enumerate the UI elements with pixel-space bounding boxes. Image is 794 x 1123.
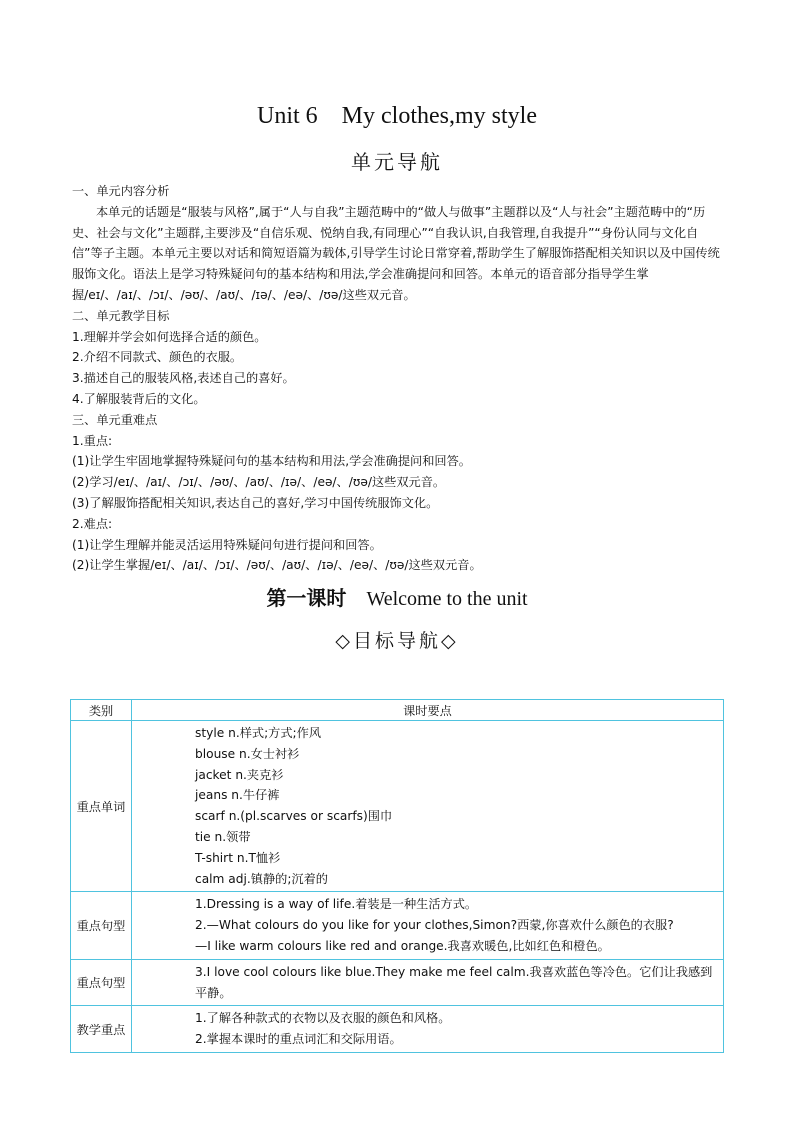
lesson-title-cn: 第一课时 bbox=[266, 586, 347, 610]
table-row bbox=[71, 1006, 724, 1053]
key-point-item: (3)了解服饰搭配相关知识,表达自己的喜好,学习中国传统服饰文化。 bbox=[72, 495, 439, 510]
goal-item: 1.理解并学会如何选择合适的颜色。 bbox=[72, 329, 267, 344]
teaching-focus-line: 2.掌握本课时的重点词汇和交际用语。 bbox=[195, 1032, 402, 1047]
unit-title: Unit 6 My clothes,my style bbox=[257, 103, 537, 129]
vocab-line: jacket n.夹克衫 bbox=[195, 767, 284, 782]
content-analysis-paragraph: 本单元的话题是“服装与风格”,属于“人与自我”主题范畴中的“做人与做事”主题群以及“人与社会”主题范畴中的“历史、社会与文化”主题群,主要涉及“自信乐观、悦纳自我,有同理心”“自我认识,自我管理,自我提升”“身份认同与文化自信”等子主题。本单元主要以对话和简短语篇为载体,引导学生讨论日常穿着,帮助学生了解服饰搭配相关知识以及中国传统服饰文化。语法上是学习特殊疑问句的基本结构和用法,学会准确提问和回答。本单元的语音部分指导学生掌握/eɪ/、/aɪ/、/ɔɪ/、/əʊ/、/aʊ/、/ɪə/、/eə/、/ʊə/这些双元音。 bbox=[72, 204, 720, 302]
table-cell-category: 重点句型 bbox=[71, 959, 132, 1006]
key-point-item: 2.难点: bbox=[72, 516, 113, 531]
lesson-title-en: Welcome to the unit bbox=[366, 588, 528, 610]
sentence-line: —I like warm colours like red and orange.我喜欢暖色,比如红色和橙色。 bbox=[195, 938, 610, 953]
table-cell-points bbox=[132, 959, 724, 1006]
lesson-title bbox=[0, 582, 794, 611]
table-row bbox=[71, 892, 724, 959]
goal-nav-heading: ◇目标导航◇ bbox=[335, 630, 459, 652]
table-cell-category: 重点句型 bbox=[71, 892, 132, 959]
goal-item: 3.描述自己的服装风格,表述自己的喜好。 bbox=[72, 371, 295, 386]
section-heading: 三、单元重难点 bbox=[72, 412, 158, 427]
table-cell-points bbox=[132, 1006, 724, 1053]
vocab-line: jeans n.牛仔裤 bbox=[195, 788, 280, 803]
table-row bbox=[71, 959, 724, 1006]
teaching-focus-line: 1.了解各种款式的衣物以及衣服的颜色和风格。 bbox=[195, 1011, 451, 1026]
table-header-row bbox=[71, 700, 724, 721]
table-header-points: 课时要点 bbox=[132, 700, 724, 721]
goal-item: 2.介绍不同款式、颜色的衣服。 bbox=[72, 350, 243, 365]
sentence-line: 3.I love cool colours like blue.They make me feel calm.我喜欢蓝色等冷色。它们让我感到平静。 bbox=[195, 964, 713, 1000]
sentence-line: 2.—What colours do you like for your clothes,Simon?西蒙,你喜欢什么颜色的衣服? bbox=[195, 918, 674, 933]
vocab-line: blouse n.女士衬衫 bbox=[195, 746, 300, 761]
sentence-line: 1.Dressing is a way of life.着装是一种生活方式。 bbox=[195, 897, 478, 912]
vocab-line: T-shirt n.T恤衫 bbox=[195, 850, 281, 865]
table-cell-category: 重点单词 bbox=[71, 721, 132, 892]
vocab-line: scarf n.(pl.scarves or scarfs)围巾 bbox=[195, 809, 393, 824]
table-cell-category: 教学重点 bbox=[71, 1006, 132, 1053]
key-point-item: (2)学习/eɪ/、/aɪ/、/ɔɪ/、/əʊ/、/aʊ/、/ɪə/、/eə/、/ʊə/这些双元音。 bbox=[72, 475, 446, 490]
unit-nav-heading: 单元导航 bbox=[351, 150, 443, 174]
vocab-line: style n.样式;方式;作风 bbox=[195, 726, 322, 740]
key-point-item: (2)让学生掌握/eɪ/、/aɪ/、/ɔɪ/、/əʊ/、/aʊ/、/ɪə/、/eə/、/ʊə/这些双元音。 bbox=[72, 558, 482, 573]
lesson-points-table bbox=[70, 699, 724, 1053]
vocab-line: tie n.领带 bbox=[195, 829, 251, 844]
section-heading: 二、单元教学目标 bbox=[72, 308, 170, 323]
table-row bbox=[71, 721, 724, 892]
key-point-item: (1)让学生牢固地掌握特殊疑问句的基本结构和用法,学会准确提问和回答。 bbox=[72, 454, 471, 469]
section-heading: 一、单元内容分析 bbox=[72, 184, 170, 198]
table-cell-points bbox=[132, 721, 724, 892]
unit-body bbox=[72, 181, 724, 576]
vocab-line: calm adj.镇静的;沉着的 bbox=[195, 871, 328, 886]
key-point-item: (1)让学生理解并能灵活运用特殊疑问句进行提问和回答。 bbox=[72, 537, 382, 552]
table-cell-points bbox=[132, 892, 724, 959]
goal-item: 4.了解服装背后的文化。 bbox=[72, 391, 206, 406]
key-point-item: 1.重点: bbox=[72, 433, 113, 448]
table-header-category: 类别 bbox=[71, 700, 132, 721]
